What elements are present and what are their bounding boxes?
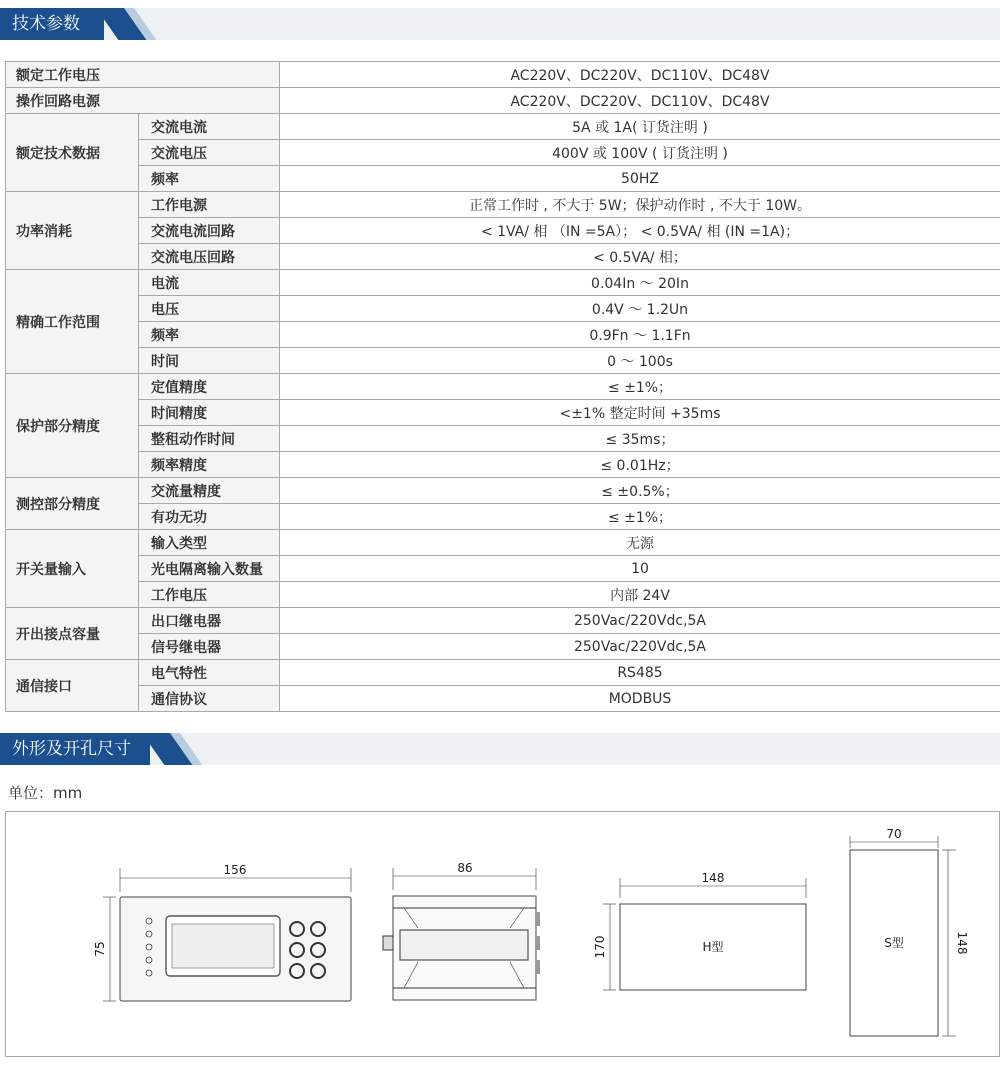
- table-row: [6, 582, 1000, 608]
- dimension-drawing: [5, 811, 1000, 1057]
- section-tab: [0, 8, 104, 40]
- table-row: [6, 88, 1000, 114]
- row-value: RS485: [280, 660, 1000, 686]
- row-value: ≤ ±1%；: [280, 504, 1000, 530]
- side-view: [383, 868, 540, 1000]
- row-value: 250Vac/220Vdc,5A: [280, 608, 1000, 634]
- row-subcategory: 交流电流回路: [139, 218, 280, 244]
- row-value: AC220V、DC220V、DC110V、DC48V: [280, 62, 1000, 88]
- side-depth-label: 86: [457, 861, 473, 875]
- front-width-label: 156: [223, 863, 247, 877]
- row-category: 额定技术数据: [6, 114, 139, 192]
- row-subcategory: 交流电压回路: [139, 244, 280, 270]
- table-row: [6, 166, 1000, 192]
- row-category: 额定工作电压: [6, 62, 280, 88]
- row-subcategory: 工作电源: [139, 192, 280, 218]
- row-value: 0.04In ～ 20In: [280, 270, 1000, 296]
- row-category: 操作回路电源: [6, 88, 280, 114]
- section-tab: [0, 733, 150, 765]
- table-row: [6, 504, 1000, 530]
- row-subcategory: 整租动作时间: [139, 426, 280, 452]
- s-height-label: 148: [955, 931, 969, 955]
- table-row: [6, 114, 1000, 140]
- row-value: AC220V、DC220V、DC110V、DC48V: [280, 88, 1000, 114]
- row-value: 10: [280, 556, 1000, 582]
- table-row: [6, 218, 1000, 244]
- row-subcategory: 定值精度: [139, 374, 280, 400]
- row-subcategory: 光电隔离输入数量: [139, 556, 280, 582]
- h-type-cutout: [603, 878, 806, 990]
- table-row: [6, 426, 1000, 452]
- table-row: [6, 634, 1000, 660]
- row-value: <±1% 整定时间 +35ms: [280, 400, 1000, 426]
- row-subcategory: 通信协议: [139, 686, 280, 712]
- section-header-dimensions: [0, 733, 1000, 765]
- row-subcategory: 电压: [139, 296, 280, 322]
- table-row: [6, 530, 1000, 556]
- row-subcategory: 信号继电器: [139, 634, 280, 660]
- row-value: ≤ 0.01Hz；: [280, 452, 1000, 478]
- section-title: 外形及开孔尺寸: [12, 739, 131, 759]
- row-subcategory: 工作电压: [139, 582, 280, 608]
- table-row: [6, 270, 1000, 296]
- spec-table: [5, 61, 1000, 712]
- table-row: [6, 62, 1000, 88]
- table-row: [6, 192, 1000, 218]
- row-category: 精确工作范围: [6, 270, 139, 374]
- row-subcategory: 电气特性: [139, 660, 280, 686]
- table-row: [6, 660, 1000, 686]
- section-title: 技术参数: [12, 14, 80, 34]
- row-value: 正常工作时 , 不大于 5W；保护动作时 , 不大于 10W。: [280, 192, 1000, 218]
- row-value: MODBUS: [280, 686, 1000, 712]
- table-row: [6, 322, 1000, 348]
- row-category: 通信接口: [6, 660, 139, 712]
- row-subcategory: 交流电流: [139, 114, 280, 140]
- row-subcategory: 时间精度: [139, 400, 280, 426]
- table-row: [6, 348, 1000, 374]
- h-type-label: H型: [702, 940, 724, 954]
- row-subcategory: 频率: [139, 322, 280, 348]
- h-height-label: 170: [593, 935, 607, 959]
- row-subcategory: 频率: [139, 166, 280, 192]
- row-subcategory: 时间: [139, 348, 280, 374]
- row-value: < 1VA/ 相 （IN =5A）； < 0.5VA/ 相 (IN =1A)；: [280, 218, 1000, 244]
- row-category: 开出接点容量: [6, 608, 139, 660]
- row-value: ≤ 35ms；: [280, 426, 1000, 452]
- table-row: [6, 244, 1000, 270]
- row-subcategory: 频率精度: [139, 452, 280, 478]
- h-width-label: 148: [701, 871, 725, 885]
- table-row: [6, 452, 1000, 478]
- row-value: 内部 24V: [280, 582, 1000, 608]
- front-view: [103, 868, 351, 1001]
- row-category: 测控部分精度: [6, 478, 139, 530]
- front-height-label: 75: [93, 941, 107, 957]
- section-header-specs: [0, 8, 1000, 40]
- table-row: [6, 686, 1000, 712]
- unit-label: 单位：mm: [8, 784, 83, 802]
- row-value: 0.4V ～ 1.2Un: [280, 296, 1000, 322]
- row-value: ≤ ±0.5%；: [280, 478, 1000, 504]
- table-row: [6, 478, 1000, 504]
- table-row: [6, 296, 1000, 322]
- row-subcategory: 交流量精度: [139, 478, 280, 504]
- table-row: [6, 140, 1000, 166]
- row-value: 0.9Fn ～ 1.1Fn: [280, 322, 1000, 348]
- table-row: [6, 608, 1000, 634]
- row-subcategory: 输入类型: [139, 530, 280, 556]
- row-category: 开关量输入: [6, 530, 139, 608]
- row-value: 无源: [280, 530, 1000, 556]
- table-row: [6, 400, 1000, 426]
- row-subcategory: 有功无功: [139, 504, 280, 530]
- row-value: 0 ～ 100s: [280, 348, 1000, 374]
- row-value: 50HZ: [280, 166, 1000, 192]
- row-category: 功率消耗: [6, 192, 139, 270]
- row-subcategory: 电流: [139, 270, 280, 296]
- row-value: 5A 或 1A( 订货注明 ): [280, 114, 1000, 140]
- row-value: < 0.5VA/ 相；: [280, 244, 1000, 270]
- dimension-drawing-svg: [6, 812, 999, 1056]
- row-value: 400V 或 100V ( 订货注明 ): [280, 140, 1000, 166]
- row-value: ≤ ±1%；: [280, 374, 1000, 400]
- row-subcategory: 出口继电器: [139, 608, 280, 634]
- table-row: [6, 556, 1000, 582]
- row-category: 保护部分精度: [6, 374, 139, 478]
- row-subcategory: 交流电压: [139, 140, 280, 166]
- table-row: [6, 374, 1000, 400]
- row-value: 250Vac/220Vdc,5A: [280, 634, 1000, 660]
- s-type-label: S型: [884, 936, 904, 950]
- s-width-label: 70: [886, 827, 902, 841]
